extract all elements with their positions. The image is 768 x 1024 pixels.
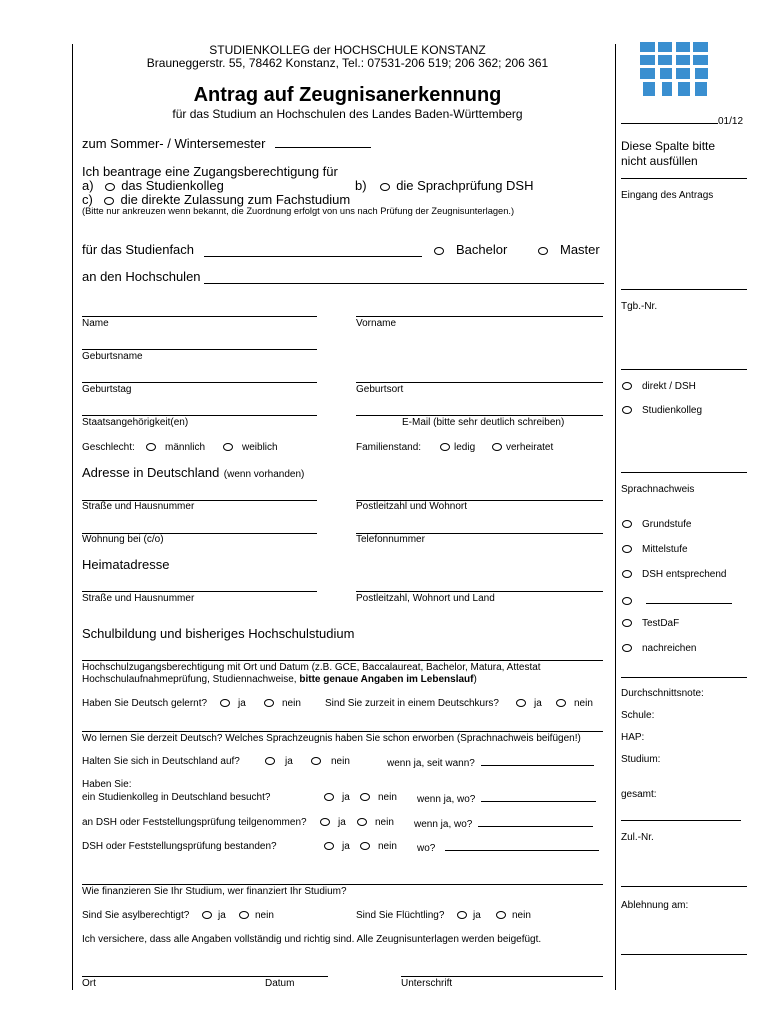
in-germany-question: Halten Sie sich in Deutschland auf?	[82, 756, 240, 767]
care-of-label: Wohnung bei (c/o)	[82, 534, 164, 545]
place-label: Ort	[82, 978, 96, 989]
passed-dsh-yes-label: ja	[342, 841, 350, 852]
radio-germany-yes[interactable]	[265, 757, 275, 765]
learned-yes	[220, 698, 246, 709]
form-code-line	[621, 114, 718, 124]
home-street-label: Straße und Hausnummer	[82, 593, 195, 604]
radio-asylum-yes[interactable]	[202, 911, 212, 919]
radio-direct-dsh[interactable]	[622, 382, 632, 390]
sk-where-text: wenn ja, wo?	[417, 794, 476, 805]
other-option	[622, 594, 732, 607]
passed-dsh-yes	[324, 841, 350, 852]
birthday-input[interactable]	[82, 382, 317, 383]
bachelor-label: Bachelor	[456, 242, 508, 257]
male-label: männlich	[165, 442, 206, 453]
birthday-label: Geburtstag	[82, 384, 132, 395]
radio-asylum-no[interactable]	[239, 911, 249, 919]
have-you-label: Haben Sie:	[82, 779, 132, 790]
course-yes	[516, 698, 542, 709]
option-c-marker: c)	[82, 192, 93, 207]
asylum-yes	[202, 910, 226, 921]
passed-dsh-where-label	[417, 841, 599, 854]
subject-input[interactable]	[204, 256, 422, 257]
birthplace-input[interactable]	[356, 382, 603, 383]
institution-address: Brauneggerstr. 55, 78462 Konstanz, Tel.: 07531-206 519; 206 362; 206 361	[146, 56, 549, 70]
direct-dsh-option	[622, 381, 696, 392]
radio-grundstufe[interactable]	[622, 520, 632, 528]
nationality-input[interactable]	[82, 415, 317, 416]
sidebar-rule-3	[621, 677, 747, 678]
passed-dsh-no-label: nein	[378, 841, 397, 852]
home-street-input[interactable]	[82, 591, 317, 592]
course-yes-label: ja	[534, 698, 542, 709]
attended-sk-question: ein Studienkolleg in Deutschland besucht?	[82, 792, 271, 803]
germany-yes	[265, 756, 293, 767]
radio-other[interactable]	[622, 597, 632, 605]
passed-dsh-where-input[interactable]	[445, 841, 599, 851]
asylum-question: Sind Sie asylberechtigt?	[82, 910, 190, 921]
option-b-marker: b)	[355, 178, 367, 193]
qualification-input[interactable]	[82, 660, 603, 661]
universities-label: an den Hochschulen	[82, 269, 201, 284]
took-dsh-where-text: wenn ja, wo?	[414, 819, 473, 830]
refugee-yes	[457, 910, 481, 921]
page-subtitle: für das Studium an Hochschulen des Landes Baden-Württemberg	[172, 107, 523, 121]
mittelstufe-option	[622, 544, 688, 555]
first-name-input[interactable]	[356, 316, 603, 317]
radio-married[interactable]	[492, 443, 502, 451]
home-address-heading: Heimatadresse	[82, 557, 170, 572]
sidebar-note-line1: Diese Spalte bitte	[621, 139, 716, 153]
took-dsh-no	[357, 817, 394, 828]
date-label: Datum	[265, 978, 295, 989]
radio-submit-later[interactable]	[622, 644, 632, 652]
form-code	[621, 114, 743, 127]
receipt-label: Eingang des Antrags	[621, 190, 714, 201]
de-street-label: Straße und Hausnummer	[82, 501, 195, 512]
studies-label: Studium:	[621, 754, 661, 765]
entitlement-note: (Bitte nur ankreuzen wenn bekannt, die Zuordnung erfolgt von uns nach Prüfung der Zeugnisunterlagen.)	[82, 206, 515, 216]
sk-where-label	[417, 792, 596, 805]
asylum-no	[239, 910, 274, 921]
marital-label: Familienstand:	[356, 442, 422, 453]
radio-dsh-equiv[interactable]	[622, 570, 632, 578]
finance-question: Wie finanzieren Sie Ihr Studium, wer finanziert Ihr Studium?	[82, 886, 347, 897]
signature-input[interactable]	[401, 976, 603, 977]
radio-germany-no[interactable]	[311, 757, 321, 765]
testdaf-label: TestDaF	[642, 618, 680, 629]
form-code-text: 01/12	[718, 116, 744, 127]
submit-later-label: nachreichen	[642, 643, 697, 654]
radio-refugee-no[interactable]	[496, 911, 506, 919]
radio-master[interactable]	[538, 247, 548, 255]
mittelstufe-label: Mittelstufe	[642, 544, 688, 555]
married-label: verheiratet	[506, 442, 554, 453]
place-date-input[interactable]	[82, 976, 328, 977]
refugee-no-label: nein	[512, 910, 531, 921]
learned-no	[264, 698, 301, 709]
female-option	[223, 442, 278, 453]
sidebar-divider	[615, 44, 616, 990]
passed-dsh-no	[360, 841, 397, 852]
married-option	[492, 442, 553, 453]
option-b	[355, 178, 534, 193]
submit-later-option	[622, 643, 696, 654]
semester-input[interactable]	[275, 138, 371, 148]
admission-no-input[interactable]	[621, 886, 747, 887]
page-title: Antrag auf Zeugnisanerkennung	[193, 84, 502, 106]
total-input[interactable]	[621, 820, 741, 821]
qualification-line2-bold: bitte genaue Angaben im Lebenslauf	[299, 674, 474, 685]
address-de-note: (wenn vorhanden)	[223, 469, 305, 480]
learned-german-question: Haben Sie Deutsch gelernt?	[82, 698, 208, 709]
birth-name-label: Geburtsname	[82, 351, 143, 362]
left-border	[72, 44, 73, 990]
semester-label	[82, 136, 371, 151]
universities-input[interactable]	[204, 283, 604, 284]
sidebar-note-line2: nicht ausfüllen	[621, 154, 698, 168]
learned-no-label: nein	[282, 698, 301, 709]
language-cert-input[interactable]	[82, 731, 603, 732]
option-b-label: die Sprachprüfung DSH	[396, 178, 534, 193]
birth-name-input[interactable]	[82, 349, 317, 350]
studienkolleg-label: Studienkolleg	[642, 405, 703, 416]
took-dsh-where-label	[414, 817, 593, 830]
tgb-label: Tgb.-Nr.	[621, 301, 658, 312]
name-label: Name	[82, 318, 109, 329]
option-a	[82, 178, 224, 193]
radio-sidebar-studienkolleg[interactable]	[622, 406, 632, 414]
hap-label: HAP:	[621, 732, 645, 743]
radio-took-dsh-yes[interactable]	[320, 818, 330, 826]
radio-refugee-yes[interactable]	[457, 911, 467, 919]
took-dsh-yes	[320, 817, 346, 828]
qualification-line2	[82, 674, 477, 685]
took-dsh-question: an DSH oder Feststellungsprüfung teilgenommen?	[82, 817, 307, 828]
semester-text: zum Sommer- / Wintersemester	[82, 136, 266, 151]
admission-no-label: Zul.-Nr.	[621, 832, 654, 843]
radio-learned-no[interactable]	[264, 699, 274, 707]
since-when-label	[387, 756, 594, 769]
address-de-heading	[82, 464, 304, 482]
sk-no	[360, 792, 397, 803]
sk-where-input[interactable]	[481, 792, 596, 802]
since-when-text: wenn ja, seit wann?	[387, 758, 475, 769]
radio-direct-admission[interactable]	[104, 197, 114, 205]
dsh-equiv-option	[622, 569, 727, 580]
signature-label: Unterschrift	[401, 978, 453, 989]
home-zip-input[interactable]	[356, 591, 603, 592]
institution-name: STUDIENKOLLEG der HOCHSCHULE KONSTANZ	[209, 43, 486, 57]
passed-dsh-question: DSH oder Feststellungsprüfung bestanden?	[82, 841, 277, 852]
option-a-label: das Studienkolleg	[121, 178, 224, 193]
grundstufe-option	[622, 519, 691, 530]
assurance-text: Ich versichere, dass alle Angaben vollständig und richtig sind. Alle Zeugnisunterlagen werden beigefügt.	[82, 934, 542, 945]
refugee-no	[496, 910, 531, 921]
course-no-label: nein	[574, 698, 593, 709]
radio-course-yes[interactable]	[516, 699, 526, 707]
nationality-label: Staatsangehörigkeit(en)	[82, 417, 189, 428]
receipt-input[interactable]	[621, 289, 747, 290]
where-learn-label: Wo lernen Sie derzeit Deutsch? Welches Sprachzeugnis haben Sie schon erworben (Sprachnachweis beifügen!)	[82, 733, 581, 744]
sidebar-rule-1	[621, 178, 747, 179]
sidebar-rule-2	[621, 472, 747, 473]
radio-mittelstufe[interactable]	[622, 545, 632, 553]
rejection-label: Ablehnung am:	[621, 900, 689, 911]
since-when-input[interactable]	[481, 756, 594, 766]
language-proof-label: Sprachnachweis	[621, 484, 695, 495]
female-label: weiblich	[242, 442, 278, 453]
radio-learned-yes[interactable]	[220, 699, 230, 707]
school-label: Schule:	[621, 710, 655, 721]
single-label: ledig	[454, 442, 476, 453]
radio-course-no[interactable]	[556, 699, 566, 707]
option-a-marker: a)	[82, 178, 94, 193]
radio-dsh[interactable]	[380, 183, 390, 191]
name-input[interactable]	[82, 316, 317, 317]
radio-single[interactable]	[440, 443, 450, 451]
qualification-line2-end: )	[473, 674, 477, 685]
course-no	[556, 698, 593, 709]
radio-took-dsh-no[interactable]	[357, 818, 367, 826]
sk-no-label: nein	[378, 792, 397, 803]
studienkolleg-option	[622, 405, 702, 416]
radio-passed-dsh-no[interactable]	[360, 842, 370, 850]
total-label: gesamt:	[621, 789, 657, 800]
master-option	[538, 242, 600, 257]
took-dsh-yes-label: ja	[338, 817, 346, 828]
bachelor-option	[434, 242, 507, 257]
de-zip-label: Postleitzahl und Wohnort	[356, 501, 467, 512]
sk-yes	[324, 792, 350, 803]
option-c-label: die direkte Zulassung zum Fachstudium	[120, 192, 351, 207]
sk-yes-label: ja	[342, 792, 350, 803]
radio-studienkolleg[interactable]	[105, 183, 115, 191]
entitlement-intro: Ich beantrage eine Zugangsberechtigung für	[82, 164, 338, 179]
hochschule-logo	[640, 42, 708, 100]
radio-sk-no[interactable]	[360, 793, 370, 801]
rejection-input[interactable]	[621, 954, 747, 955]
asylum-no-label: nein	[255, 910, 274, 921]
home-zip-label: Postleitzahl, Wohnort und Land	[356, 593, 495, 604]
refugee-yes-label: ja	[473, 910, 481, 921]
in-course-question: Sind Sie zurzeit in einem Deutschkurs?	[325, 698, 499, 709]
tgb-input[interactable]	[621, 369, 747, 370]
refugee-question: Sind Sie Flüchtling?	[356, 910, 445, 921]
gender-label: Geschlecht:	[82, 442, 135, 453]
asylum-yes-label: ja	[218, 910, 226, 921]
single-option	[440, 442, 475, 453]
radio-bachelor[interactable]	[434, 247, 444, 255]
took-dsh-no-label: nein	[375, 817, 394, 828]
radio-female[interactable]	[223, 443, 233, 451]
first-name-label: Vorname	[356, 318, 397, 329]
qualification-line2-text: Hochschulaufnahmeprüfung, Studiennachweise,	[82, 674, 300, 685]
phone-label: Telefonnummer	[356, 534, 425, 545]
radio-passed-dsh-yes[interactable]	[324, 842, 334, 850]
direct-dsh-label: direkt / DSH	[642, 381, 696, 392]
passed-dsh-where-text: wo?	[417, 843, 436, 854]
testdaf-option	[622, 618, 679, 629]
radio-sk-yes[interactable]	[324, 793, 334, 801]
germany-yes-label: ja	[285, 756, 293, 767]
germany-no-label: nein	[331, 756, 350, 767]
male-option	[146, 442, 205, 453]
qualification-line1: Hochschulzugangsberechtigung mit Ort und Datum (z.B. GCE, Baccalaureat, Bachelor, Matura, Attestat	[82, 662, 541, 673]
birthplace-label: Geburtsort	[356, 384, 404, 395]
radio-testdaf[interactable]	[622, 619, 632, 627]
master-label: Master	[560, 242, 600, 257]
learned-yes-label: ja	[238, 698, 246, 709]
email-input[interactable]	[356, 415, 603, 416]
grundstufe-label: Grundstufe	[642, 519, 692, 530]
option-c	[82, 192, 350, 207]
radio-male[interactable]	[146, 443, 156, 451]
other-input[interactable]	[646, 594, 732, 604]
average-grade-label: Durchschnittsnote:	[621, 688, 704, 699]
took-dsh-where-input[interactable]	[478, 817, 593, 827]
germany-no	[311, 756, 350, 767]
dsh-equiv-label: DSH entsprechend	[642, 569, 727, 580]
finance-input[interactable]	[82, 884, 603, 885]
address-de-title: Adresse in Deutschland	[82, 465, 220, 480]
email-label: E-Mail (bitte sehr deutlich schreiben)	[402, 417, 565, 428]
subject-label: für das Studienfach	[82, 242, 195, 257]
education-heading: Schulbildung und bisheriges Hochschulstudium	[82, 626, 355, 641]
